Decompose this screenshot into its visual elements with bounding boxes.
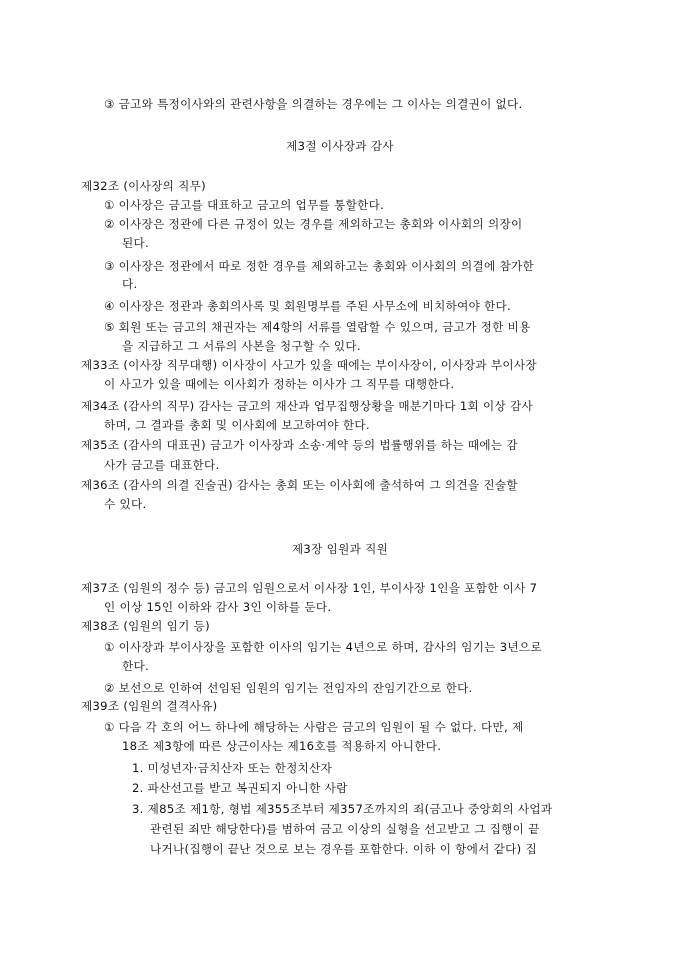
article-heading: 제35조 (감사의 대표권) 금고가 이사장과 소송·계약 등의 법률행위를 하는 때에는 감 [81, 438, 518, 452]
clause-continuation: 다. [122, 277, 138, 291]
list-item: 2. 파산선고를 받고 복권되지 아니한 사람 [132, 781, 348, 795]
clause-continuation: 을 지급하고 그 서류의 사본을 청구할 수 있다. [122, 339, 361, 353]
list-item: 3. 제85조 제1항, 형법 제355조부터 제357조까지의 죄(금고나 중앙회의 사업과 [132, 802, 553, 816]
clause-item: ② 보선으로 인하여 선임된 임원의 임기는 전임자의 잔임기간으로 한다. [104, 681, 473, 695]
article-heading: 제37조 (임원의 정수 등) 금고의 임원으로서 이사장 1인, 부이사장 1인을 포함한 이사 7 [81, 581, 538, 595]
article-heading: 제38조 (임원의 임기 등) [81, 619, 210, 633]
article-heading: 제32조 (이사장의 직무) [81, 179, 206, 193]
article-heading: 제34조 (감사의 직무) 감사는 금고의 재산과 업무집행상황을 매분기마다 1회 이상 감사 [81, 399, 534, 413]
list-item: 1. 미성년자·금치산자 또는 한정치산자 [132, 761, 333, 775]
clause-item: ③ 금고와 특정이사와의 관련사항을 의결하는 경우에는 그 이사는 의결권이 없다. [104, 97, 523, 111]
article-continuation: 하며, 그 결과를 총회 및 이사회에 보고하여야 한다. [104, 418, 370, 432]
clause-item: ④ 이사장은 정관과 총회의사록 및 회원명부를 주된 사무소에 비치하여야 한다. [104, 299, 512, 313]
clause-item: ③ 이사장은 정관에서 따로 정한 경우를 제외하고는 총회와 이사회의 의결에 참가한 [104, 259, 535, 273]
article-continuation: 이 사고가 있을 때에는 이사회가 정하는 이사가 그 직무를 대행한다. [104, 377, 455, 391]
clause-continuation: 한다. [122, 659, 149, 673]
clause-continuation: 된다. [122, 236, 149, 250]
list-item-continuation: 관련된 죄만 해당한다)를 범하여 금고 이상의 실형을 선고받고 그 집행이 끝 [150, 822, 540, 836]
article-continuation: 인 이상 15인 이하와 감사 3인 이하를 둔다. [104, 600, 332, 614]
clause-item: ① 이사장은 금고를 대표하고 금고의 업무를 통할한다. [104, 198, 385, 212]
clause-item: ① 이사장과 부이사장을 포함한 이사의 임기는 4년으로 하며, 감사의 임기는 3년으로 [104, 640, 542, 654]
section-heading: 제3절 이사장과 감사 [286, 139, 394, 153]
clause-item: ⑤ 회원 또는 금고의 채권자는 제4항의 서류를 열람할 수 있으며, 금고가 정한 비용 [104, 320, 531, 334]
clause-item: ① 다음 각 호의 어느 하나에 해당하는 사람은 금고의 임원이 될 수 없다. 다만, 제 [104, 720, 524, 734]
article-heading: 제36조 (감사의 의결 진술권) 감사는 총회 또는 이사회에 출석하여 그 의견을 진술할 [81, 478, 518, 492]
article-continuation: 수 있다. [104, 497, 147, 511]
article-continuation: 사가 금고를 대표한다. [104, 458, 220, 472]
article-heading: 제39조 (임원의 결격사유) [81, 699, 218, 713]
list-item-continuation: 나거나(집행이 끝난 것으로 보는 경우를 포함한다. 이하 이 항에서 같다) 집 [150, 842, 537, 856]
article-heading: 제33조 (이사장 직무대행) 이사장이 사고가 있을 때에는 부이사장이, 이사장과 부이사장 [81, 358, 537, 372]
chapter-heading: 제3장 임원과 직원 [291, 542, 389, 556]
clause-item: ② 이사장은 정관에 다른 규정이 있는 경우를 제외하고는 총회와 이사회의 의장이 [104, 217, 523, 231]
clause-continuation: 18조 제3항에 따른 상근이사는 제16호를 적용하지 아니한다. [122, 739, 442, 753]
